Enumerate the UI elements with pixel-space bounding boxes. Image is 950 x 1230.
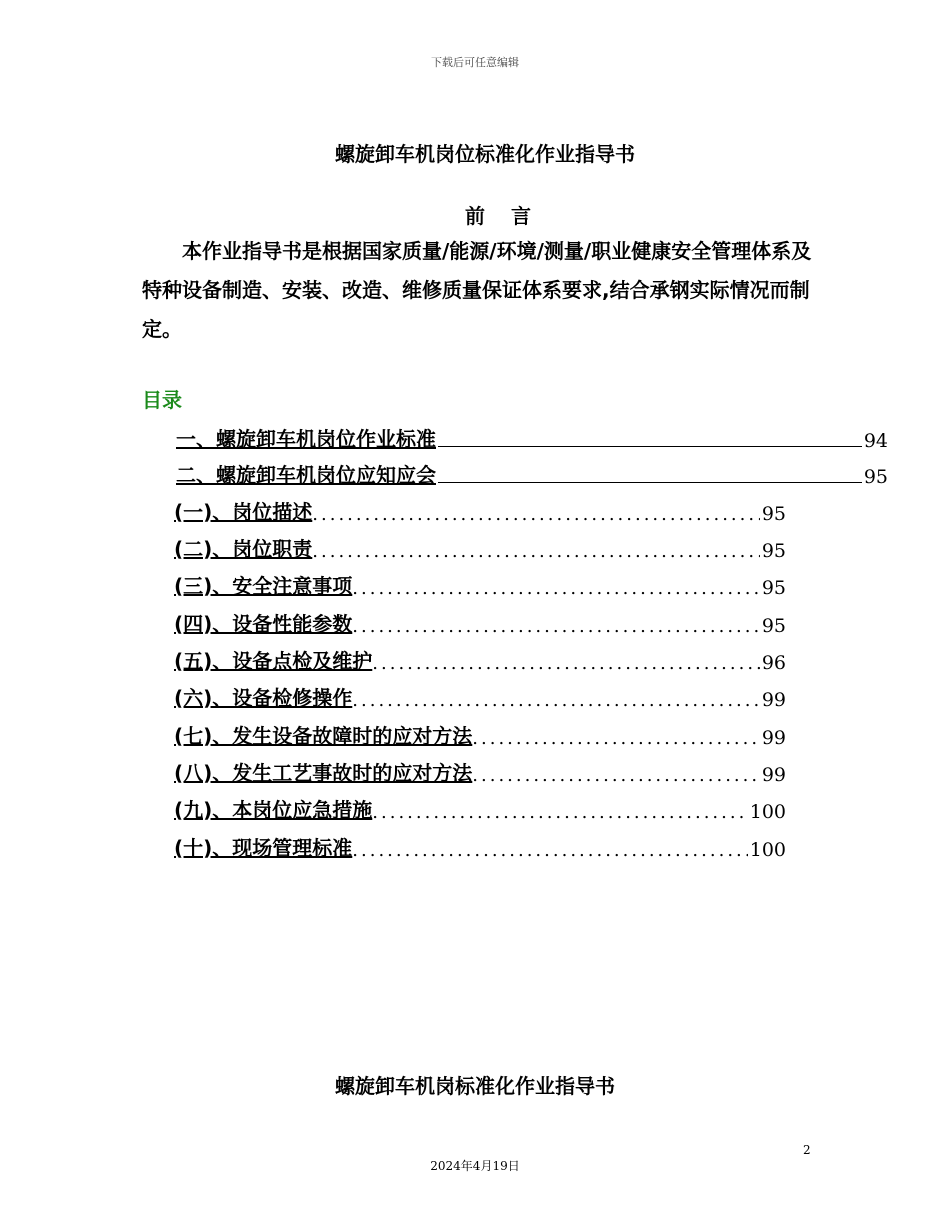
toc-dot-leader (372, 802, 747, 823)
toc-subentry-page: 99 (761, 764, 786, 786)
page-number: 2 (803, 1143, 811, 1157)
toc-subentry-label[interactable]: (八)、发生工艺事故时的应对方法 (174, 761, 473, 785)
toc-subentry[interactable] (174, 758, 786, 786)
toc-subentry[interactable] (174, 534, 786, 562)
toc-dot-leader (352, 616, 760, 637)
toc-subentry[interactable] (174, 683, 786, 711)
toc-dot-leader (472, 728, 760, 749)
toc-dot-leader (312, 541, 760, 562)
toc-title: 目录 (142, 388, 182, 412)
toc-subentry-label[interactable]: (九)、本岗位应急措施 (174, 798, 373, 822)
toc-subentry-page: 100 (749, 801, 786, 823)
header-note: 下载后可任意编辑 (431, 56, 519, 69)
toc-subentry-page: 95 (761, 577, 786, 599)
toc-subentry-page: 99 (761, 689, 786, 711)
toc-subentry-label[interactable]: (五)、设备点检及维护 (174, 649, 373, 673)
toc-subentry-label[interactable]: (四)、设备性能参数 (174, 612, 353, 636)
toc-leader-line (438, 482, 862, 483)
toc-subentry-label[interactable]: (七)、发生设备故障时的应对方法 (174, 724, 473, 748)
toc-entry-page: 94 (863, 430, 888, 452)
toc-subentry-page: 95 (761, 540, 786, 562)
toc-subentry-page: 95 (761, 503, 786, 525)
document-title: 螺旋卸车机岗位标准化作业指导书 (335, 142, 635, 166)
toc-subentry[interactable] (174, 497, 786, 525)
toc-subentry-page: 96 (761, 652, 786, 674)
toc-entry[interactable] (176, 460, 888, 488)
toc-entry-label[interactable]: 一、螺旋卸车机岗位作业标准 (176, 427, 436, 451)
toc-entry-label[interactable]: 二、螺旋卸车机岗位应知应会 (176, 463, 436, 487)
toc-subentry-label[interactable]: (六)、设备检修操作 (174, 686, 353, 710)
toc-subentry-label[interactable]: (十)、现场管理标准 (174, 836, 353, 860)
toc-subentry-page: 100 (749, 839, 786, 861)
toc-dot-leader (312, 504, 760, 525)
foreword-title: 前言 (465, 204, 557, 228)
toc-subentry[interactable] (174, 646, 786, 674)
foreword-text: 本作业指导书是根据国家质量/能源/环境/测量/职业健康安全管理体系及特种设备制造、安装、改造、维修质量保证体系要求,结合承钢实际情况而制定。 (142, 239, 812, 341)
toc-subentry[interactable] (174, 609, 786, 637)
footer-title: 螺旋卸车机岗标准化作业指导书 (335, 1074, 615, 1098)
toc-dot-leader (352, 578, 760, 599)
toc-subentry[interactable] (174, 721, 786, 749)
toc-entry-page: 95 (863, 466, 888, 488)
toc-subentry[interactable] (174, 833, 786, 861)
toc-subentry[interactable] (174, 571, 786, 599)
toc-subentry-page: 95 (761, 615, 786, 637)
toc-subentry-label[interactable]: (三)、安全注意事项 (174, 574, 353, 598)
toc-subentry-label[interactable]: (一)、岗位描述 (174, 500, 313, 524)
toc-subentry-page: 99 (761, 727, 786, 749)
toc-leader-line (438, 446, 862, 447)
foreword-body (142, 232, 822, 349)
toc-dot-leader (352, 690, 760, 711)
toc-subentry[interactable] (174, 795, 786, 823)
toc-dot-leader (472, 765, 760, 786)
toc-dot-leader (372, 653, 760, 674)
toc-entry[interactable] (176, 424, 888, 452)
toc-subentry-label[interactable]: (二)、岗位职责 (174, 537, 313, 561)
footer-date: 2024年4月19日 (430, 1159, 520, 1173)
toc-dot-leader (352, 840, 747, 861)
